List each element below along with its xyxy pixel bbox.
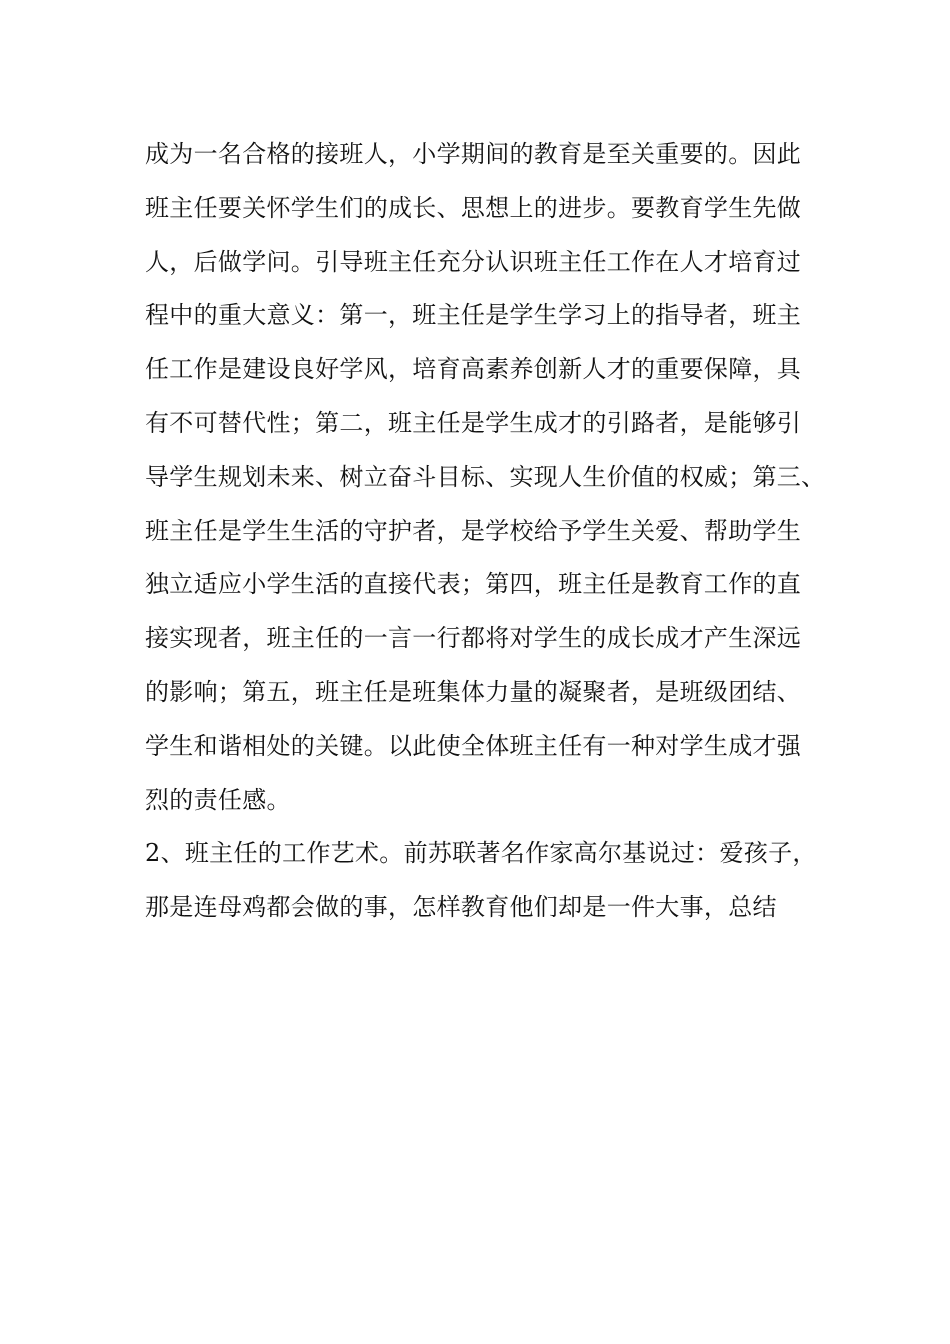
text-line-3: 人，后做学问。引导班主任充分认识班主任工作在人才培育过: [145, 247, 802, 276]
text-line-13: 烈的责任感。: [145, 785, 291, 814]
text-line-6: 有不可替代性；第二，班主任是学生成才的引路者，是能够引: [145, 408, 802, 437]
text-line-2: 班主任要关怀学生们的成长、思想上的进步。要教育学生先做: [145, 193, 802, 222]
text-line-8: 班主任是学生生活的守护者，是学校给予学生关爱、帮助学生: [145, 516, 802, 545]
text-line-1: 成为一名合格的接班人，小学期间的教育是至关重要的。因此: [145, 140, 802, 168]
text-line-11: 的影响；第五，班主任是班集体力量的凝聚者，是班级团结、: [145, 677, 802, 706]
text-line-4: 程中的重大意义：第一，班主任是学生学习上的指导者，班主: [145, 301, 802, 330]
text-line-5: 任工作是建设良好学风，培育高素养创新人才的重要保障，具: [145, 355, 802, 384]
text-line-12: 学生和谐相处的关键。以此使全体班主任有一种对学生成才强: [145, 731, 802, 760]
text-line-7: 导学生规划未来、树立奋斗目标、实现人生价值的权威；第三、: [145, 462, 826, 491]
body-text: [145, 128, 865, 935]
text-line-15: 那是连母鸡都会做的事，怎样教育他们却是一件大事，总结: [145, 893, 777, 922]
text-line-14: 2、班主任的工作艺术。前苏联著名作家高尔基说过：爱孩子，: [145, 839, 817, 868]
text-line-9: 独立适应小学生活的直接代表；第四，班主任是教育工作的直: [145, 570, 802, 599]
text-line-10: 接实现者，班主任的一言一行都将对学生的成长成才产生深远: [145, 624, 802, 653]
